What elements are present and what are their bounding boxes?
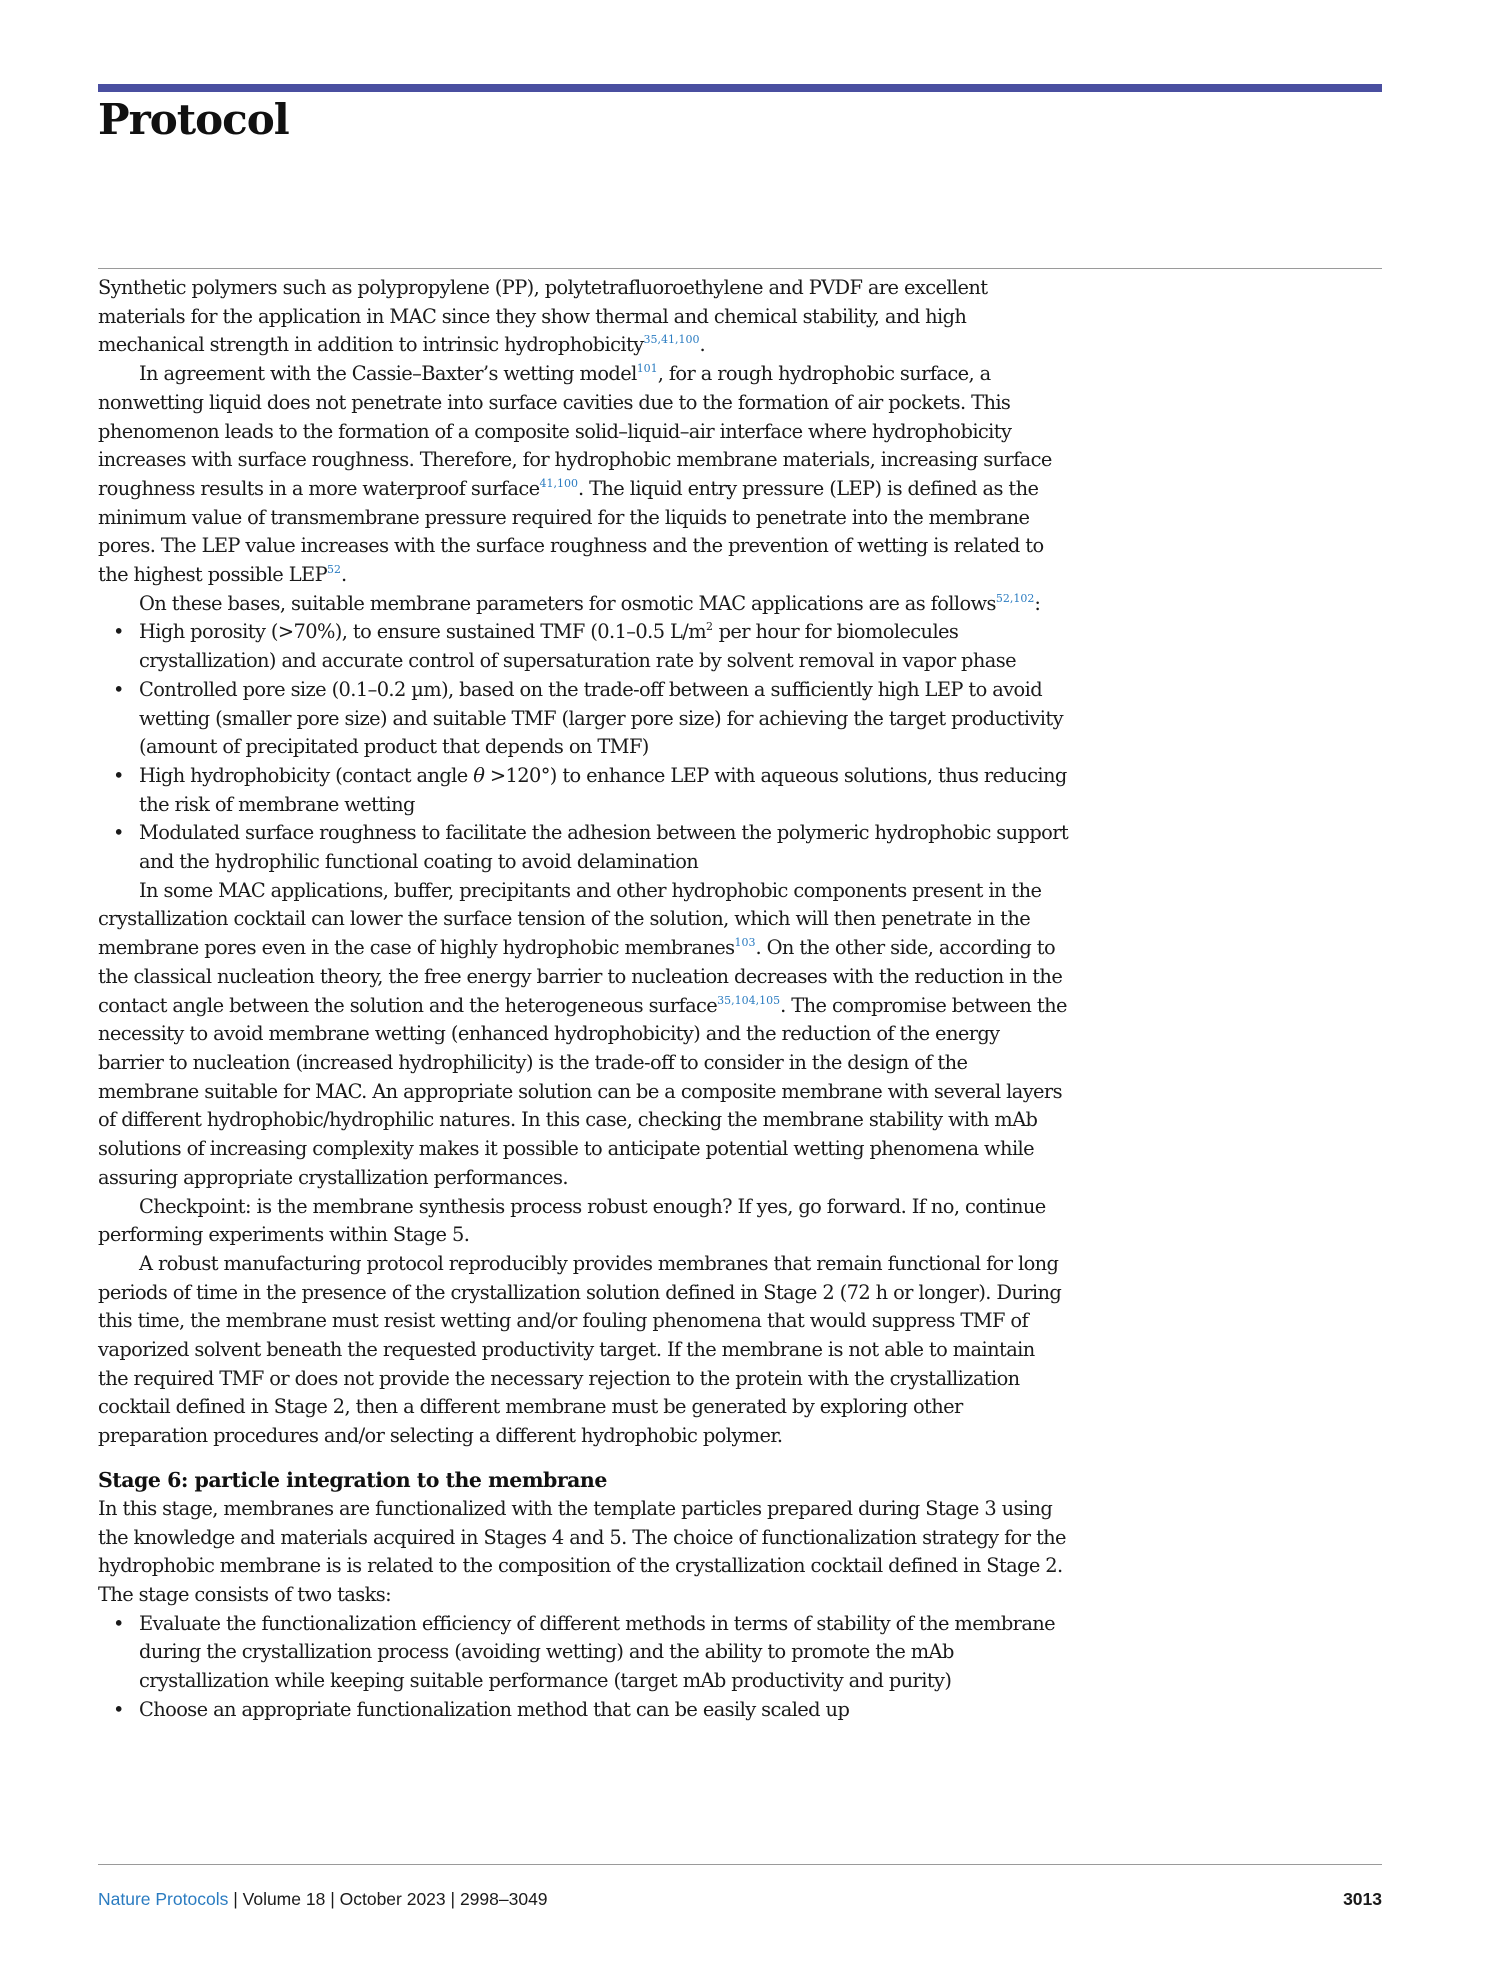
paragraph: On these bases, suitable membrane parameters for osmotic MAC applications are as follows$^{52,102}$: [139,591,1041,615]
page-number: 3013 [1343,1889,1382,1909]
citation-link[interactable]: 52,102 [995,591,1035,605]
paragraph: In this stage, membranes are functionalized with the template particles prepared during Stage 3 using the knowledge and materials acquired in Stages 4 and 5. The choice of functionalization strategy for the hydrophobic membrane is is related to the composition of the crystallization cocktail defined in Stage 2. The stage consists of two tasks: [98,1496,1066,1606]
list-item: • High hydrophobicity (contact angle θ >120°) to enhance LEP with aqueous solutions, thus reducing the risk of membrane wetting [98,762,1070,819]
journal-name-link[interactable]: Nature Protocols [98,1889,229,1909]
footer: Nature Protocols | Volume 18 | October 2023 | 2998–3049 [98,1889,548,1909]
paragraph: In some MAC applications, buffer, precipitants and other hydrophobic components present in the crystallization cocktail can lower the surface tension of the solution, which will then penetrate in the membrane pores even in the case of highly hydrophobic membranes$^{103}$. On the other side, according to the classical nucleation theory, the free energy barrier to nucleation decreases with the reduction in the contact angle between the solution and the heterogeneous surface$^{35,104,105}$. The compromise between the necessity to avoid membrane wetting (enhanced hydrophobicity) and the reduction of the energy barrier to nucleation (increased hydrophilicity) is the trade-off to consider in the design of the membrane suitable for MAC. An appropriate solution can be a composite membrane with several layers of different hydrophobic/hydrophilic natures. In this case, checking the membrane stability with mAb solutions of increasing complexity makes it possible to anticipate potential wetting phenomena while assuring appropriate crystallization performances. [98,878,1067,1189]
paragraph: A robust manufacturing protocol reproducibly provides membranes that remain functional for long periods of time in the presence of the crystallization solution defined in Stage 2 (72 h or longer). During this time, the membrane must resist wetting and/or fouling phenomena that would suppress TMF of vaporized solvent beneath the requested productivity target. If the membrane is not able to maintain the required TMF or does not provide the necessary rejection to the protein with the crystallization cocktail defined in Stage 2, then a different membrane must be generated by exploring other preparation procedures and/or selecting a different hydrophobic polymer. [98,1251,1062,1448]
list-item: • Choose an appropriate functionalization method that can be easily scaled up [98,1696,1070,1725]
paragraph: Synthetic polymers such as polypropylene (PP), polytetrafluoroethylene and PVDF are excellent materials for the application in MAC since they show thermal and chemical stability, and high mechanical strength in addition to intrinsic hydrophobicity$^{35,41,100}$. [98,276,988,357]
issue-date: October 2023 [339,1889,446,1909]
list-item: • Modulated surface roughness to facilitate the adhesion between the polymeric hydrophobic support and the hydrophilic functional coating to avoid delamination [98,819,1070,876]
main-text-column [98,274,1070,1724]
header-rule [98,84,1382,92]
page-title: Protocol [98,95,289,144]
citation-link[interactable]: 52 [327,563,342,577]
citation-link[interactable]: 35,41,100 [643,333,700,347]
section-heading: Stage 6: particle integration to the membrane [98,1467,607,1492]
paragraph: In agreement with the Cassie–Baxter’s wetting model$^{101}$, for a rough hydrophobic surface, a nonwetting liquid does not penetrate into surface cavities due to the formation of air pockets. This phenomenon leads to the formation of a composite solid–liquid–air interface where hydrophobicity increases with surface roughness. Therefore, for hydrophobic membrane materials, increasing surface roughness results in a more waterproof surface$^{41,100}$. The liquid entry pressure (LEP) is defined as the minimum value of transmembrane pressure required for the liquids to penetrate into the membrane pores. The LEP value increases with the surface roughness and the prevention of wetting is related to the highest possible LEP$^{52}$. [98,362,1052,587]
page-range: 2998–3049 [459,1889,548,1909]
bullet-list [98,1610,1070,1725]
citation-link[interactable]: 103 [734,936,756,950]
list-item: • Evaluate the functionalization efficiency of different methods in terms of stability of the membrane during the crystallization process (avoiding wetting) and the ability to promote the mAb crystallization while keeping suitable performance (target mAb productivity and purity) [98,1610,1070,1696]
citation-link[interactable]: 101 [636,362,658,376]
list-item: • High porosity (>70%), to ensure sustained TMF (0.1–0.5 $L/m^2$ per hour for biomolecules crystallization) and accurate control of supersaturation rate by solvent removal in vapor phase [98,618,1070,675]
citation-link[interactable]: 35,104,105 [717,993,781,1007]
volume: Volume 18 [242,1889,326,1909]
checkpoint-paragraph: Checkpoint: is the membrane synthesis process robust enough? If yes, go forward. If no, continue performing experiments within Stage 5. [98,1194,1046,1247]
citation-link[interactable]: 41,100 [539,476,578,490]
footer-divider [98,1864,1382,1865]
list-item: • Controlled pore size (0.1–0.2 µm), based on the trade-off between a sufficiently high LEP to avoid wetting (smaller pore size) and suitable TMF (larger pore size) for achieving the target productivity (amount of precipitated product that depends on TMF) [98,676,1070,762]
bullet-list [98,618,1070,876]
section-divider [98,268,1382,269]
